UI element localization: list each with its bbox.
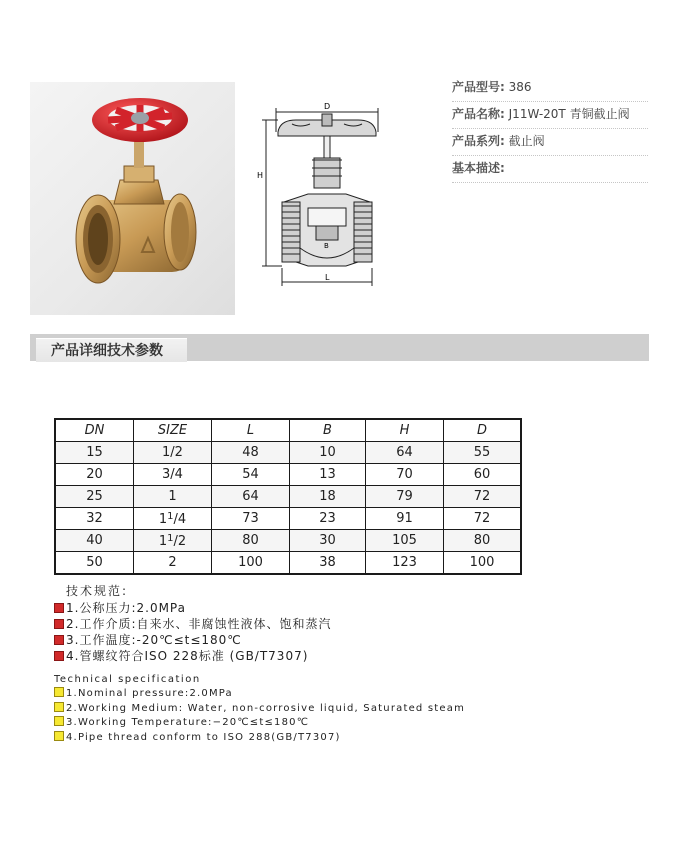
info-value: 386: [508, 80, 532, 94]
cell-dn: 20: [55, 464, 134, 486]
info-label: 产品型号:: [452, 80, 505, 94]
dim-label-h: H: [257, 171, 264, 180]
cell-h: 123: [366, 552, 444, 575]
cell-size: 1: [134, 486, 212, 508]
cell-dn: 25: [55, 486, 134, 508]
notes-english: [54, 673, 465, 745]
size-denominator: /2: [173, 533, 187, 549]
size-denominator: /4: [173, 511, 187, 527]
section-tab-title: 产品详细技术参数: [36, 338, 187, 362]
cell-h: 70: [366, 464, 444, 486]
notes-en-item: [54, 702, 465, 717]
notes-cn-item: [54, 616, 332, 632]
yellow-square-bullet-icon: [54, 716, 64, 726]
col-header-h: H: [366, 419, 444, 442]
cell-l: 64: [212, 486, 290, 508]
notes-chinese: [54, 583, 332, 664]
yellow-square-bullet-icon: [54, 702, 64, 712]
col-header-d: D: [444, 419, 522, 442]
cell-dn: 32: [55, 508, 134, 530]
technical-drawing: [252, 98, 392, 290]
notes-en-item: [54, 687, 465, 702]
notes-cn-text: 3.工作温度:-20℃≤t≤180℃: [66, 633, 242, 647]
notes-cn-item: [54, 648, 332, 664]
cell-dn: 40: [55, 530, 134, 552]
notes-cn-text: 1.公称压力:2.0MPa: [66, 601, 186, 615]
cell-size: [134, 508, 212, 530]
cell-dn: 15: [55, 442, 134, 464]
cell-l: 73: [212, 508, 290, 530]
cell-d: 55: [444, 442, 522, 464]
notes-en-item: [54, 716, 465, 731]
cell-b: 38: [290, 552, 366, 575]
notes-cn-item: [54, 600, 332, 616]
spec-table: [54, 418, 522, 575]
red-square-bullet-icon: [54, 619, 64, 629]
dim-label-d: D: [324, 102, 331, 111]
cell-dn: 50: [55, 552, 134, 575]
cell-l: 48: [212, 442, 290, 464]
cell-d: 100: [444, 552, 522, 575]
info-row-series: [452, 130, 648, 156]
cell-h: 105: [366, 530, 444, 552]
col-header-l: L: [212, 419, 290, 442]
col-header-dn: DN: [55, 419, 134, 442]
notes-en-title: Technical specification: [54, 674, 201, 685]
table-row: [55, 464, 521, 486]
cell-h: 91: [366, 508, 444, 530]
notes-en-item: [54, 731, 465, 746]
info-label: 基本描述:: [452, 161, 505, 175]
cell-b: 18: [290, 486, 366, 508]
size-numerator: 1: [167, 532, 174, 544]
dim-label-l: L: [325, 273, 330, 282]
table-row: [55, 552, 521, 575]
cell-b: 13: [290, 464, 366, 486]
col-header-size: SIZE: [134, 419, 212, 442]
table-row: [55, 530, 521, 552]
notes-cn-text: 4.管螺纹符合ISO 228标准 (GB/T7307): [66, 649, 309, 663]
info-row-model: [452, 76, 648, 102]
cell-d: 60: [444, 464, 522, 486]
info-value: J11W-20T 青铜截止阀: [508, 107, 630, 121]
notes-en-text: 4.Pipe thread conform to ISO 288(GB/T7307): [66, 731, 341, 743]
table-header-row: [55, 419, 521, 442]
cell-size: 1/2: [134, 442, 212, 464]
yellow-square-bullet-icon: [54, 731, 64, 741]
red-square-bullet-icon: [54, 651, 64, 661]
section-header-bar: [30, 334, 649, 361]
yellow-square-bullet-icon: [54, 687, 64, 697]
dim-label-b: B: [324, 242, 329, 250]
notes-en-text: 2.Working Medium: Water, non-corrosive liquid, Saturated steam: [66, 702, 466, 714]
globe-valve-image: [30, 82, 235, 315]
table-row: [55, 508, 521, 530]
cell-b: 30: [290, 530, 366, 552]
product-info: [452, 76, 648, 184]
table-row: [55, 486, 521, 508]
info-row-name: [452, 103, 648, 129]
red-square-bullet-icon: [54, 635, 64, 645]
cell-size: 3/4: [134, 464, 212, 486]
size-whole: 1: [158, 511, 168, 527]
cell-b: 10: [290, 442, 366, 464]
notes-cn-title: 技术规范:: [66, 584, 129, 598]
cell-l: 100: [212, 552, 290, 575]
size-numerator: 1: [167, 510, 174, 522]
notes-en-text: 3.Working Temperature:−20℃≤t≤180℃: [66, 717, 310, 728]
cell-h: 64: [366, 442, 444, 464]
notes-cn-text: 2.工作介质:自来水、非腐蚀性液体、饱和蒸汽: [66, 617, 332, 631]
cell-d: 72: [444, 508, 522, 530]
info-label: 产品系列:: [452, 134, 505, 148]
col-header-b: B: [290, 419, 366, 442]
cell-size: [134, 530, 212, 552]
info-row-description: [452, 157, 648, 183]
cell-size: 2: [134, 552, 212, 575]
cell-l: 80: [212, 530, 290, 552]
info-label: 产品名称:: [452, 107, 505, 121]
cell-h: 79: [366, 486, 444, 508]
notes-cn-item: [54, 632, 332, 648]
cell-d: 72: [444, 486, 522, 508]
red-square-bullet-icon: [54, 603, 64, 613]
cell-l: 54: [212, 464, 290, 486]
table-row: [55, 442, 521, 464]
product-photo: [30, 82, 235, 315]
size-whole: 1: [158, 533, 168, 549]
info-value: 截止阀: [508, 134, 545, 148]
cell-d: 80: [444, 530, 522, 552]
cell-b: 23: [290, 508, 366, 530]
notes-en-text: 1.Nominal pressure:2.0MPa: [66, 688, 233, 699]
